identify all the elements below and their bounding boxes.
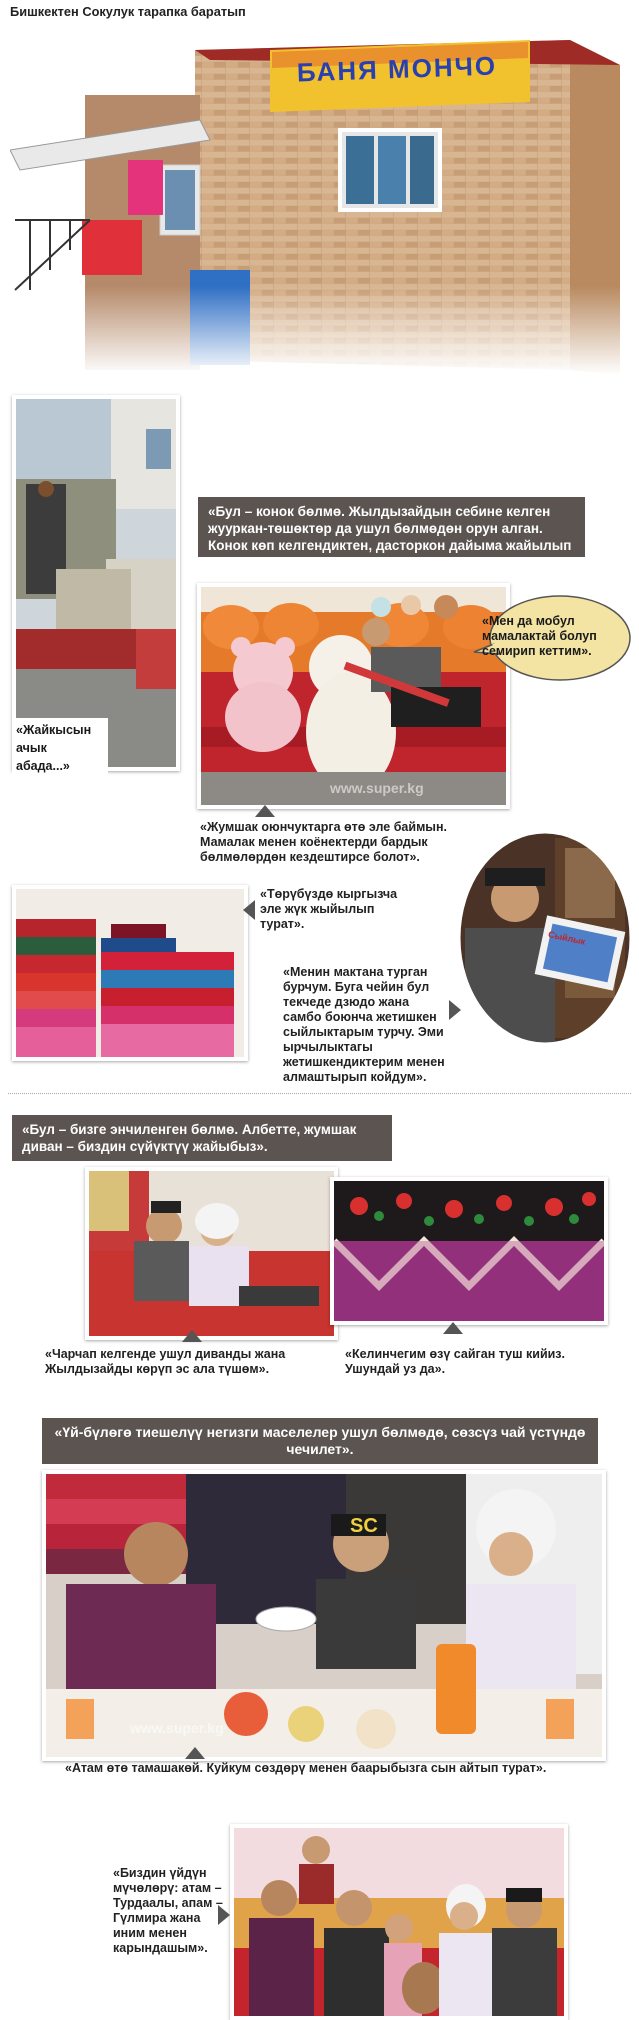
our-room-quote-box — [12, 1115, 392, 1161]
couple-couch-photo — [85, 1167, 338, 1340]
cap-logo: SC — [350, 1515, 378, 1537]
banya-sign: БАНЯ МОНЧО — [296, 50, 498, 88]
yard-caption: «Жайкысын ачык абада...» — [16, 723, 92, 773]
pride-caption: «Менин мактана турган бурчум. Буга чейин бул текчеде дзюдо жана самбо боюнча жетишкен сыйлыктарым турчу. Эми ырчылыктагы жетишкендиктерим менен алмаштырып койдум». — [283, 965, 445, 1084]
embroidery-pointer — [443, 1322, 463, 1334]
blankets-photo — [12, 885, 248, 1061]
certificate-label: Сыйлык — [547, 929, 587, 947]
couch-pointer — [182, 1330, 202, 1342]
embroidery-caption: «Келинчегим өзү сайган туш кийиз. Ушундай уз да». — [345, 1347, 565, 1376]
family-photo — [230, 1824, 568, 2020]
family-matters-quote: «Үй-бүлөгө тиешелүү негизги маселелер ушул бөлмөдө, сөзсүз чай үстүндө чечилет». — [54, 1424, 586, 1457]
our-room-quote: «Бул – бизге энчиленген бөлмө. Албетте, жумшак диван – биздин сүйүктүү жайыбыз». — [22, 1122, 357, 1154]
family-matters-quote-box — [42, 1418, 598, 1464]
tea-table-photo — [42, 1470, 606, 1761]
pride-pointer — [449, 1000, 461, 1020]
father-caption: «Атам өтө тамашакөй. Куйкум сөздөрү менен баарыбызга сын айтып турат». — [65, 1761, 547, 1775]
section-divider — [8, 1093, 631, 1094]
caption-pointer — [255, 805, 275, 817]
couch-caption: «Чарчап келгенде ушул диванды жана Жылдызайды көрүп эс ала түшөм». — [45, 1347, 286, 1376]
father-pointer — [185, 1747, 205, 1759]
bubble-quote: «Мен да мобул мамалактай болуп семирип кеттим». — [482, 614, 597, 658]
pride-corner-photo — [455, 828, 635, 1048]
intro-caption: Бишкектен Сокулук тарапка баратып — [10, 4, 246, 19]
watermark: www.super.kg — [330, 780, 424, 796]
guest-room-quote: «Бул – конок бөлмө. Жылдызайдын себине келген жууркан-төшөктөр да ушул бөлмөдөн орун алган. Конок көп келгендиктен, дасторкон дайыма жайылып турат». — [208, 504, 572, 570]
yard-caption-box — [12, 718, 108, 778]
yard-photo — [12, 395, 180, 771]
embroidery-photo — [330, 1177, 608, 1325]
family-caption: «Биздин үйдүн мүчөлөрү: атам – Турдаалы, апам – Гүлмира жана иним менен карындашым». — [113, 1866, 223, 1955]
blankets-pointer — [243, 900, 255, 920]
watermark: www.super.kg — [220, 392, 314, 408]
soft-toys-caption: «Жумшак оюнчуктарга өтө эле баймын. Мамалак менен коёнектерди бардык бөлмөлөрдөн кездештирсе болот». — [200, 820, 448, 864]
watermark: www.super.kg — [130, 1720, 224, 1736]
guest-room-photo — [197, 583, 510, 809]
guest-room-quote-box — [198, 497, 585, 570]
blankets-caption: «Төрүбүздө кыргызча эле жүк жыйылып турат». — [260, 887, 398, 931]
